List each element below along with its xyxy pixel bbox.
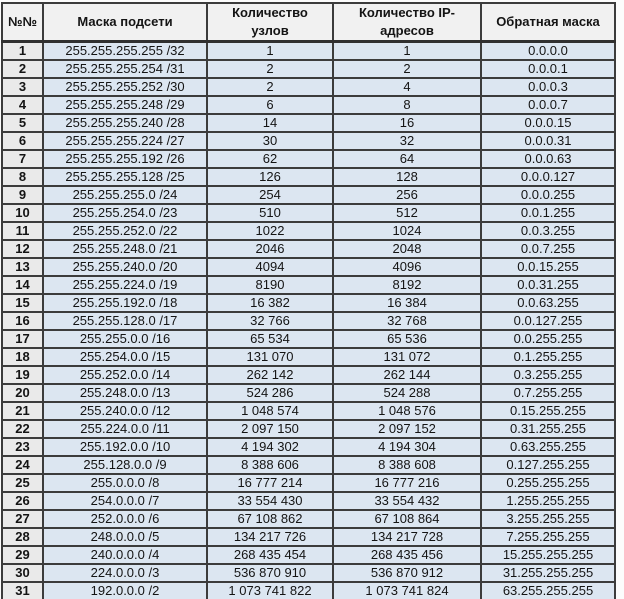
table-row [2,258,615,276]
subnet-mask-cell: 192.0.0.0 /2 [43,582,207,599]
hosts-count-cell: 510 [207,204,333,222]
table-header [2,3,615,41]
hosts-count-cell: 2 [207,78,333,96]
table-row [2,420,615,438]
wildcard-mask-cell: 0.0.3.255 [481,222,615,240]
subnet-mask-cell: 255.255.252.0 /22 [43,222,207,240]
row-number-cell: 23 [2,438,43,456]
row-number-cell: 17 [2,330,43,348]
subnet-mask-cell: 255.255.255.248 /29 [43,96,207,114]
row-number-cell: 3 [2,78,43,96]
hosts-count-cell: 262 142 [207,366,333,384]
subnet-mask-cell: 255.255.224.0 /19 [43,276,207,294]
row-number-cell: 21 [2,402,43,420]
ip-count-cell: 32 768 [333,312,481,330]
wildcard-mask-cell: 0.1.255.255 [481,348,615,366]
ip-count-cell: 2 097 152 [333,420,481,438]
hosts-count-cell: 1022 [207,222,333,240]
subnet-mask-table [1,2,616,599]
hosts-count-cell: 126 [207,168,333,186]
ip-count-cell: 16 384 [333,294,481,312]
header-ip-count-label: Количество IP-адресов [359,5,455,38]
table-row [2,564,615,582]
row-number-cell: 18 [2,348,43,366]
wildcard-mask-cell: 0.255.255.255 [481,474,615,492]
row-number-cell: 13 [2,258,43,276]
hosts-count-cell: 8190 [207,276,333,294]
row-number-cell: 24 [2,456,43,474]
row-number-cell: 4 [2,96,43,114]
ip-count-cell: 8 [333,96,481,114]
row-number-cell: 30 [2,564,43,582]
row-number-cell: 22 [2,420,43,438]
hosts-count-cell: 14 [207,114,333,132]
hosts-count-cell: 254 [207,186,333,204]
hosts-count-cell: 524 286 [207,384,333,402]
table-row [2,384,615,402]
ip-count-cell: 65 536 [333,330,481,348]
subnet-mask-cell: 255.224.0.0 /11 [43,420,207,438]
table-row [2,150,615,168]
row-number-cell: 8 [2,168,43,186]
table-row [2,96,615,114]
wildcard-mask-cell: 0.0.0.31 [481,132,615,150]
subnet-mask-cell: 240.0.0.0 /4 [43,546,207,564]
table-row [2,546,615,564]
hosts-count-cell: 4 194 302 [207,438,333,456]
header-row [2,3,615,41]
wildcard-mask-cell: 0.15.255.255 [481,402,615,420]
subnet-mask-cell: 255.255.255.255 /32 [43,41,207,60]
hosts-count-cell: 32 766 [207,312,333,330]
wildcard-mask-cell: 0.0.0.7 [481,96,615,114]
wildcard-mask-cell: 0.7.255.255 [481,384,615,402]
table-row [2,528,615,546]
ip-count-cell: 4096 [333,258,481,276]
table-row [2,312,615,330]
wildcard-mask-cell: 0.0.127.255 [481,312,615,330]
table-row [2,222,615,240]
ip-count-cell: 1 [333,41,481,60]
table-body [2,41,615,599]
header-ip-count [333,3,481,41]
ip-count-cell: 8192 [333,276,481,294]
hosts-count-cell: 8 388 606 [207,456,333,474]
subnet-mask-cell: 255.255.255.128 /25 [43,168,207,186]
subnet-mask-cell: 255.255.255.240 /28 [43,114,207,132]
ip-count-cell: 16 [333,114,481,132]
ip-count-cell: 1 048 576 [333,402,481,420]
table-row [2,438,615,456]
row-number-cell: 14 [2,276,43,294]
hosts-count-cell: 33 554 430 [207,492,333,510]
subnet-mask-cell: 255.255.254.0 /23 [43,204,207,222]
hosts-count-cell: 16 777 214 [207,474,333,492]
header-row-number: №№ [2,3,43,41]
wildcard-mask-cell: 0.0.0.255 [481,186,615,204]
table-row [2,186,615,204]
wildcard-mask-cell: 63.255.255.255 [481,582,615,599]
hosts-count-cell: 4094 [207,258,333,276]
ip-count-cell: 4 [333,78,481,96]
hosts-count-cell: 2 097 150 [207,420,333,438]
wildcard-mask-cell: 0.0.0.0 [481,41,615,60]
ip-count-cell: 64 [333,150,481,168]
subnet-mask-cell: 255.240.0.0 /12 [43,402,207,420]
header-wildcard-mask: Обратная маска [481,3,615,41]
table-row [2,114,615,132]
wildcard-mask-cell: 15.255.255.255 [481,546,615,564]
subnet-mask-cell: 255.255.240.0 /20 [43,258,207,276]
hosts-count-cell: 16 382 [207,294,333,312]
ip-count-cell: 512 [333,204,481,222]
header-host-count-label: Количество узлов [232,5,308,38]
row-number-cell: 11 [2,222,43,240]
table-row [2,204,615,222]
row-number-cell: 5 [2,114,43,132]
header-subnet-mask: Маска подсети [43,3,207,41]
table-row [2,78,615,96]
subnet-mask-cell: 252.0.0.0 /6 [43,510,207,528]
subnet-mask-cell: 255.128.0.0 /9 [43,456,207,474]
table-row [2,41,615,60]
table-row [2,510,615,528]
row-number-cell: 25 [2,474,43,492]
ip-count-cell: 8 388 608 [333,456,481,474]
hosts-count-cell: 1 [207,41,333,60]
hosts-count-cell: 1 048 574 [207,402,333,420]
subnet-mask-cell: 255.252.0.0 /14 [43,366,207,384]
wildcard-mask-cell: 0.127.255.255 [481,456,615,474]
subnet-mask-cell: 255.255.255.0 /24 [43,186,207,204]
table-row [2,294,615,312]
subnet-mask-cell: 224.0.0.0 /3 [43,564,207,582]
subnet-mask-cell: 254.0.0.0 /7 [43,492,207,510]
table-row [2,456,615,474]
subnet-mask-cell: 248.0.0.0 /5 [43,528,207,546]
table-row [2,366,615,384]
ip-count-cell: 1 073 741 824 [333,582,481,599]
row-number-cell: 29 [2,546,43,564]
row-number-cell: 9 [2,186,43,204]
table-row [2,132,615,150]
wildcard-mask-cell: 0.0.0.63 [481,150,615,168]
wildcard-mask-cell: 0.0.0.15 [481,114,615,132]
subnet-mask-cell: 255.248.0.0 /13 [43,384,207,402]
ip-count-cell: 134 217 728 [333,528,481,546]
wildcard-mask-cell: 0.0.15.255 [481,258,615,276]
table-row [2,348,615,366]
wildcard-mask-cell: 0.31.255.255 [481,420,615,438]
ip-count-cell: 67 108 864 [333,510,481,528]
wildcard-mask-cell: 0.0.0.127 [481,168,615,186]
ip-count-cell: 128 [333,168,481,186]
table-row [2,168,615,186]
wildcard-mask-cell: 0.0.63.255 [481,294,615,312]
table-row [2,330,615,348]
ip-count-cell: 262 144 [333,366,481,384]
row-number-cell: 26 [2,492,43,510]
ip-count-cell: 536 870 912 [333,564,481,582]
subnet-mask-cell: 255.192.0.0 /10 [43,438,207,456]
row-number-cell: 19 [2,366,43,384]
hosts-count-cell: 2 [207,60,333,78]
subnet-mask-cell: 255.255.128.0 /17 [43,312,207,330]
ip-count-cell: 4 194 304 [333,438,481,456]
row-number-cell: 2 [2,60,43,78]
ip-count-cell: 16 777 216 [333,474,481,492]
wildcard-mask-cell: 3.255.255.255 [481,510,615,528]
hosts-count-cell: 536 870 910 [207,564,333,582]
wildcard-mask-cell: 7.255.255.255 [481,528,615,546]
hosts-count-cell: 1 073 741 822 [207,582,333,599]
row-number-cell: 7 [2,150,43,168]
subnet-mask-cell: 255.255.248.0 /21 [43,240,207,258]
hosts-count-cell: 268 435 454 [207,546,333,564]
subnet-mask-cell: 255.255.255.254 /31 [43,60,207,78]
row-number-cell: 16 [2,312,43,330]
row-number-cell: 6 [2,132,43,150]
hosts-count-cell: 131 070 [207,348,333,366]
row-number-cell: 1 [2,41,43,60]
table-row [2,402,615,420]
row-number-cell: 10 [2,204,43,222]
row-number-cell: 20 [2,384,43,402]
subnet-mask-cell: 255.255.255.252 /30 [43,78,207,96]
hosts-count-cell: 6 [207,96,333,114]
wildcard-mask-cell: 0.0.0.1 [481,60,615,78]
wildcard-mask-cell: 0.3.255.255 [481,366,615,384]
row-number-cell: 28 [2,528,43,546]
wildcard-mask-cell: 0.0.255.255 [481,330,615,348]
row-number-cell: 31 [2,582,43,599]
table-row [2,474,615,492]
ip-count-cell: 524 288 [333,384,481,402]
ip-count-cell: 33 554 432 [333,492,481,510]
subnet-mask-cell: 255.255.192.0 /18 [43,294,207,312]
hosts-count-cell: 30 [207,132,333,150]
table-row [2,60,615,78]
wildcard-mask-cell: 0.0.7.255 [481,240,615,258]
subnet-mask-cell: 255.254.0.0 /15 [43,348,207,366]
table-row [2,492,615,510]
hosts-count-cell: 134 217 726 [207,528,333,546]
ip-count-cell: 268 435 456 [333,546,481,564]
hosts-count-cell: 62 [207,150,333,168]
subnet-mask-cell: 255.255.0.0 /16 [43,330,207,348]
hosts-count-cell: 65 534 [207,330,333,348]
row-number-cell: 15 [2,294,43,312]
hosts-count-cell: 67 108 862 [207,510,333,528]
wildcard-mask-cell: 31.255.255.255 [481,564,615,582]
table-row [2,276,615,294]
ip-count-cell: 2 [333,60,481,78]
ip-count-cell: 1024 [333,222,481,240]
ip-count-cell: 131 072 [333,348,481,366]
subnet-mask-cell: 255.255.255.224 /27 [43,132,207,150]
wildcard-mask-cell: 0.63.255.255 [481,438,615,456]
hosts-count-cell: 2046 [207,240,333,258]
wildcard-mask-cell: 1.255.255.255 [481,492,615,510]
ip-count-cell: 32 [333,132,481,150]
ip-count-cell: 256 [333,186,481,204]
row-number-cell: 12 [2,240,43,258]
header-host-count [207,3,333,41]
subnet-mask-cell: 255.0.0.0 /8 [43,474,207,492]
subnet-mask-cell: 255.255.255.192 /26 [43,150,207,168]
ip-count-cell: 2048 [333,240,481,258]
wildcard-mask-cell: 0.0.31.255 [481,276,615,294]
wildcard-mask-cell: 0.0.1.255 [481,204,615,222]
table-row [2,582,615,599]
row-number-cell: 27 [2,510,43,528]
wildcard-mask-cell: 0.0.0.3 [481,78,615,96]
table-row [2,240,615,258]
